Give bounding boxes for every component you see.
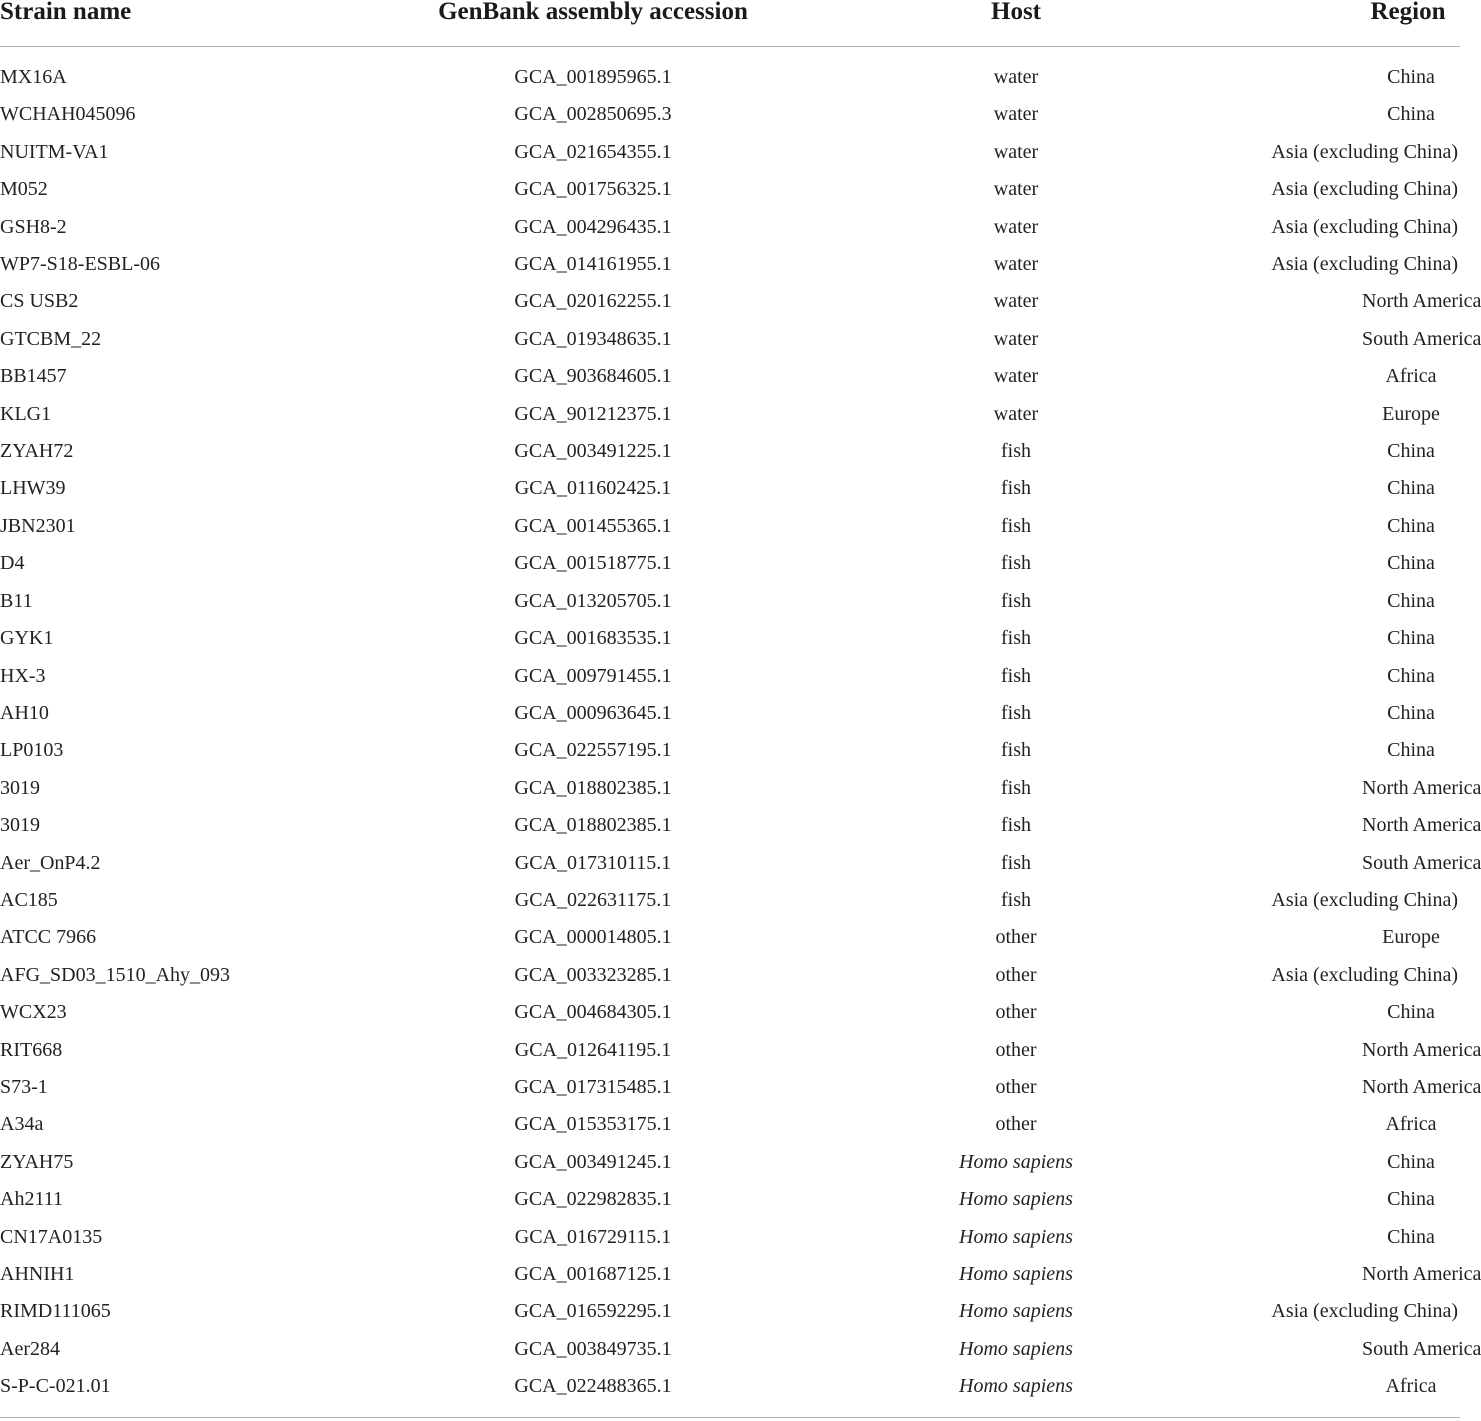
cell-host: other bbox=[995, 963, 1037, 986]
cell-genbank-accession: GCA_001518775.1 bbox=[514, 552, 672, 575]
table-row bbox=[0, 545, 1460, 582]
cell-host: fish bbox=[1001, 888, 1031, 911]
table-row bbox=[0, 1331, 1460, 1368]
cell-host: water bbox=[993, 178, 1039, 201]
table-row bbox=[0, 1181, 1460, 1218]
cell-genbank-accession: GCA_022982835.1 bbox=[514, 1188, 672, 1211]
table-row bbox=[0, 246, 1460, 283]
table-row bbox=[0, 620, 1460, 657]
cell-genbank-accession: GCA_016592295.1 bbox=[514, 1300, 672, 1323]
header-genbank-accession: GenBank assembly accession bbox=[300, 0, 886, 47]
table-row bbox=[0, 1069, 1460, 1106]
table-row bbox=[0, 957, 1460, 994]
cell-region: China bbox=[1387, 514, 1435, 537]
cell-region: North America bbox=[1362, 814, 1481, 837]
cell-strain-name: GTCBM_22 bbox=[0, 327, 102, 350]
cell-strain-name: AH10 bbox=[0, 701, 49, 724]
cell-genbank-accession: GCA_002850695.3 bbox=[514, 103, 672, 126]
cell-host: fish bbox=[1001, 701, 1031, 724]
table-row bbox=[0, 658, 1460, 695]
table-row bbox=[0, 1368, 1460, 1405]
cell-region: Africa bbox=[1385, 1375, 1437, 1398]
cell-region: Africa bbox=[1385, 1113, 1437, 1136]
cell-region: China bbox=[1387, 66, 1435, 88]
cell-strain-name: NUITM-VA1 bbox=[0, 140, 109, 163]
table-row bbox=[0, 134, 1460, 171]
cell-strain-name: RIT668 bbox=[0, 1038, 63, 1061]
cell-strain-name: GSH8-2 bbox=[0, 215, 67, 238]
table-header bbox=[0, 0, 1460, 47]
cell-host: fish bbox=[1001, 627, 1031, 650]
cell-host: Homo sapiens bbox=[959, 1337, 1073, 1360]
cell-region: Europe bbox=[1382, 402, 1440, 425]
table-row bbox=[0, 583, 1460, 620]
cell-genbank-accession: GCA_011602425.1 bbox=[514, 477, 672, 500]
table-row bbox=[0, 321, 1460, 358]
table-row bbox=[0, 470, 1460, 507]
cell-strain-name: CN17A0135 bbox=[0, 1225, 103, 1248]
cell-strain-name: LHW39 bbox=[0, 477, 66, 500]
cell-region: China bbox=[1387, 1225, 1435, 1248]
cell-region: Europe bbox=[1382, 926, 1440, 949]
cell-host: other bbox=[995, 1075, 1037, 1098]
cell-region: Africa bbox=[1385, 365, 1437, 388]
cell-genbank-accession: GCA_001683535.1 bbox=[514, 627, 672, 650]
cell-strain-name: HX-3 bbox=[0, 664, 46, 687]
cell-genbank-accession: GCA_003849735.1 bbox=[514, 1337, 672, 1360]
cell-strain-name: S-P-C-021.01 bbox=[0, 1375, 111, 1398]
cell-strain-name: JBN2301 bbox=[0, 514, 76, 537]
cell-host: other bbox=[995, 1113, 1037, 1136]
cell-region: Asia (excluding China) bbox=[1271, 1300, 1458, 1323]
cell-region: China bbox=[1387, 627, 1435, 650]
table-row bbox=[0, 1144, 1460, 1181]
cell-region: North America bbox=[1362, 776, 1481, 799]
cell-genbank-accession: GCA_018802385.1 bbox=[514, 776, 672, 799]
cell-strain-name: M052 bbox=[0, 178, 48, 201]
cell-region: China bbox=[1387, 440, 1435, 463]
cell-genbank-accession: GCA_018802385.1 bbox=[514, 814, 672, 837]
cell-host: fish bbox=[1001, 440, 1031, 463]
cell-strain-name: RIMD111065 bbox=[0, 1300, 111, 1323]
cell-host: fish bbox=[1001, 851, 1031, 874]
cell-strain-name: KLG1 bbox=[0, 402, 52, 425]
cell-host: Homo sapiens bbox=[959, 1188, 1073, 1211]
cell-region: Asia (excluding China) bbox=[1271, 140, 1458, 163]
cell-region: China bbox=[1387, 552, 1435, 575]
cell-genbank-accession: GCA_001687125.1 bbox=[514, 1263, 672, 1285]
table-row bbox=[0, 171, 1460, 208]
table-row bbox=[0, 695, 1460, 732]
cell-host: Homo sapiens bbox=[959, 1225, 1073, 1248]
cell-strain-name: AFG_SD03_1510_Ahy_093 bbox=[0, 963, 231, 986]
header-host: Host bbox=[886, 0, 1146, 47]
cell-genbank-accession: GCA_003323285.1 bbox=[514, 963, 672, 986]
table-row bbox=[0, 1256, 1460, 1293]
cell-strain-name: WP7-S18-ESBL-06 bbox=[0, 253, 160, 276]
cell-host: water bbox=[993, 365, 1039, 388]
cell-genbank-accession: GCA_013205705.1 bbox=[514, 589, 672, 612]
cell-host: other bbox=[995, 1038, 1037, 1061]
cell-genbank-accession: GCA_001895965.1 bbox=[514, 66, 672, 88]
cell-host: fish bbox=[1001, 514, 1031, 537]
cell-host: Homo sapiens bbox=[959, 1263, 1073, 1285]
cell-strain-name: ZYAH72 bbox=[0, 440, 74, 463]
header-row bbox=[0, 0, 1460, 47]
cell-region: China bbox=[1387, 1001, 1435, 1024]
cell-strain-name: MX16A bbox=[0, 66, 67, 88]
cell-genbank-accession: GCA_903684605.1 bbox=[514, 365, 672, 388]
cell-strain-name: Ah2111 bbox=[0, 1188, 63, 1211]
cell-host: fish bbox=[1001, 552, 1031, 575]
cell-region: China bbox=[1387, 477, 1435, 500]
table-body bbox=[0, 47, 1481, 1406]
table-row bbox=[0, 1293, 1460, 1330]
cell-region: Asia (excluding China) bbox=[1271, 215, 1458, 238]
cell-host: fish bbox=[1001, 814, 1031, 837]
table-row bbox=[0, 396, 1460, 433]
cell-genbank-accession: GCA_022631175.1 bbox=[514, 888, 672, 911]
table-row bbox=[0, 358, 1460, 395]
table-row bbox=[0, 96, 1460, 133]
cell-region: China bbox=[1387, 739, 1435, 762]
cell-strain-name: CS USB2 bbox=[0, 290, 79, 313]
cell-host: Homo sapiens bbox=[959, 1300, 1073, 1323]
cell-genbank-accession: GCA_001455365.1 bbox=[514, 514, 672, 537]
cell-strain-name: S73-1 bbox=[0, 1075, 48, 1098]
cell-genbank-accession: GCA_009791455.1 bbox=[514, 664, 672, 687]
table-row bbox=[0, 433, 1460, 470]
cell-host: other bbox=[995, 1001, 1037, 1024]
cell-host: fish bbox=[1001, 664, 1031, 687]
cell-host: water bbox=[993, 290, 1039, 313]
cell-region: Asia (excluding China) bbox=[1271, 253, 1458, 276]
cell-genbank-accession: GCA_022488365.1 bbox=[514, 1375, 672, 1398]
cell-genbank-accession: GCA_021654355.1 bbox=[514, 140, 672, 163]
table-row bbox=[0, 508, 1460, 545]
cell-region: North America bbox=[1362, 1263, 1481, 1285]
cell-genbank-accession: GCA_000014805.1 bbox=[514, 926, 672, 949]
table-row bbox=[0, 1106, 1460, 1143]
cell-genbank-accession: GCA_017315485.1 bbox=[514, 1075, 672, 1098]
header-strain-name: Strain name bbox=[0, 0, 300, 47]
cell-host: Homo sapiens bbox=[959, 1375, 1073, 1398]
cell-host: water bbox=[993, 103, 1039, 126]
cell-strain-name: BB1457 bbox=[0, 365, 67, 388]
cell-genbank-accession: GCA_012641195.1 bbox=[514, 1038, 672, 1061]
cell-host: water bbox=[993, 402, 1039, 425]
cell-strain-name: AHNIH1 bbox=[0, 1263, 75, 1285]
cell-strain-name: Aer284 bbox=[0, 1337, 60, 1360]
cell-host: water bbox=[993, 215, 1039, 238]
cell-host: water bbox=[993, 253, 1039, 276]
cell-genbank-accession: GCA_022557195.1 bbox=[514, 739, 672, 762]
cell-host: other bbox=[995, 926, 1037, 949]
table-row bbox=[0, 845, 1460, 882]
cell-genbank-accession: GCA_004296435.1 bbox=[514, 215, 672, 238]
cell-region: China bbox=[1387, 589, 1435, 612]
cell-strain-name: Aer_OnP4.2 bbox=[0, 851, 101, 874]
cell-strain-name: WCX23 bbox=[0, 1001, 67, 1024]
header-region: Region bbox=[1146, 0, 1460, 47]
table-row bbox=[0, 1032, 1460, 1069]
table-row bbox=[0, 283, 1460, 320]
table-row bbox=[0, 1219, 1460, 1256]
cell-host: fish bbox=[1001, 739, 1031, 762]
cell-strain-name: ZYAH75 bbox=[0, 1150, 74, 1173]
cell-genbank-accession: GCA_001756325.1 bbox=[514, 178, 672, 201]
table-row bbox=[0, 882, 1460, 919]
cell-host: water bbox=[993, 327, 1039, 350]
cell-genbank-accession: GCA_015353175.1 bbox=[514, 1113, 672, 1136]
cell-strain-name: B11 bbox=[0, 589, 33, 612]
cell-strain-name: ATCC 7966 bbox=[0, 926, 97, 949]
cell-host: water bbox=[993, 140, 1039, 163]
table-bottom-rule bbox=[0, 1417, 1460, 1418]
cell-region: North America bbox=[1362, 1038, 1481, 1061]
cell-region: Asia (excluding China) bbox=[1271, 888, 1458, 911]
cell-genbank-accession: GCA_000963645.1 bbox=[514, 701, 672, 724]
cell-genbank-accession: GCA_014161955.1 bbox=[514, 253, 672, 276]
cell-host: Homo sapiens bbox=[959, 1150, 1073, 1173]
cell-region: China bbox=[1387, 1150, 1435, 1173]
cell-host: fish bbox=[1001, 477, 1031, 500]
cell-strain-name: D4 bbox=[0, 552, 25, 575]
cell-strain-name: 3019 bbox=[0, 776, 40, 799]
cell-region: North America bbox=[1362, 290, 1481, 313]
cell-strain-name: AC185 bbox=[0, 888, 58, 911]
cell-strain-name: GYK1 bbox=[0, 627, 54, 650]
cell-region: China bbox=[1387, 1188, 1435, 1211]
cell-genbank-accession: GCA_003491245.1 bbox=[514, 1150, 672, 1173]
cell-genbank-accession: GCA_020162255.1 bbox=[514, 290, 672, 313]
cell-host: fish bbox=[1001, 589, 1031, 612]
cell-region: South America bbox=[1362, 327, 1481, 350]
cell-host: fish bbox=[1001, 776, 1031, 799]
cell-genbank-accession: GCA_004684305.1 bbox=[514, 1001, 672, 1024]
table-row bbox=[0, 919, 1460, 956]
cell-region: Asia (excluding China) bbox=[1271, 963, 1458, 986]
table-row bbox=[0, 47, 1460, 97]
cell-region: China bbox=[1387, 103, 1435, 126]
cell-genbank-accession: GCA_016729115.1 bbox=[514, 1225, 672, 1248]
table-row bbox=[0, 807, 1460, 844]
cell-region: China bbox=[1387, 664, 1435, 687]
cell-genbank-accession: GCA_901212375.1 bbox=[514, 402, 672, 425]
cell-genbank-accession: GCA_017310115.1 bbox=[514, 851, 672, 874]
table-row bbox=[0, 770, 1460, 807]
cell-strain-name: WCHAH045096 bbox=[0, 103, 136, 126]
cell-strain-name: A34a bbox=[0, 1113, 44, 1136]
cell-region: South America bbox=[1362, 1337, 1481, 1360]
cell-strain-name: 3019 bbox=[0, 814, 40, 837]
table-row bbox=[0, 209, 1460, 246]
cell-region: Asia (excluding China) bbox=[1271, 178, 1458, 201]
cell-region: South America bbox=[1362, 851, 1481, 874]
table-row bbox=[0, 732, 1460, 769]
cell-region: China bbox=[1387, 701, 1435, 724]
cell-host: water bbox=[993, 66, 1039, 88]
cell-strain-name: LP0103 bbox=[0, 739, 64, 762]
table-row bbox=[0, 994, 1460, 1031]
cell-genbank-accession: GCA_003491225.1 bbox=[514, 440, 672, 463]
cell-region: North America bbox=[1362, 1075, 1481, 1098]
cell-genbank-accession: GCA_019348635.1 bbox=[514, 327, 672, 350]
